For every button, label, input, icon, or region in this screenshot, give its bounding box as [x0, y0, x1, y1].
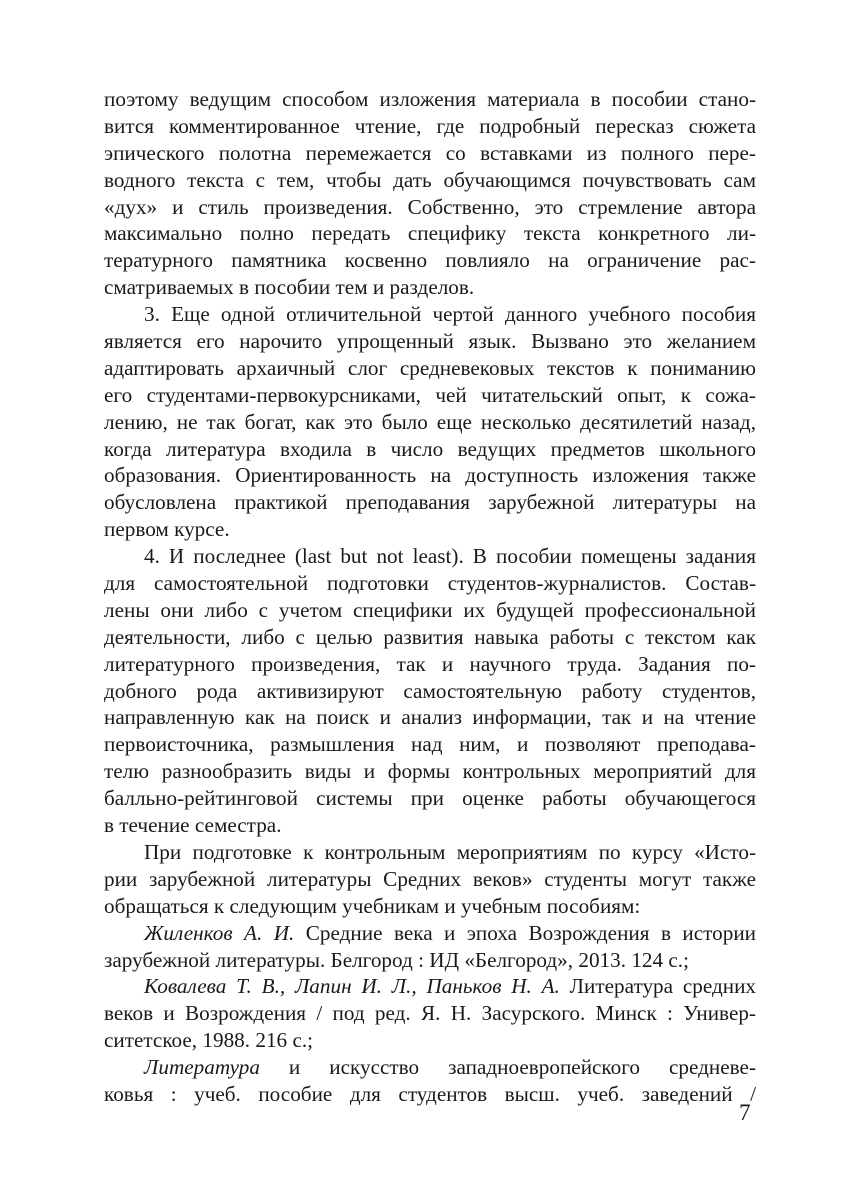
- paragraph: [104, 86, 756, 301]
- text-line: лению, не так богат, как это было еще несколько десятилетий назад,: [104, 409, 756, 434]
- body-text: [104, 86, 756, 1108]
- text-line: Ковалева Т. В., Лапин И. Л., Паньков Н. А. Литература средних: [144, 974, 756, 999]
- text-line: ситетское, 1988. 216 с.;: [104, 1028, 314, 1053]
- text-line: в течение семестра.: [104, 813, 282, 838]
- text-line: обусловлена практикой преподавания зарубежной литературы на: [104, 490, 756, 515]
- text-line: литературного произведения, так и научного труда. Задания по-: [104, 651, 756, 676]
- page-number: 7: [739, 1100, 751, 1125]
- text-line: Литература и искусство западноевропейского средневе-: [144, 1055, 756, 1080]
- text-line: рии зарубежной литературы Средних веков» студенты могут также: [104, 866, 756, 891]
- reference-author: Жиленков А. И.: [144, 920, 295, 945]
- reference-entry: [104, 920, 756, 974]
- text-line: сматриваемых в пособии тем и разделов.: [104, 275, 475, 300]
- paragraph: [104, 839, 756, 920]
- text-line: веков и Возрождения / под ред. Я. Н. Засурского. Минск : Универ-: [104, 1001, 756, 1026]
- text-line: поэтому ведущим способом изложения материала в пособии стано-: [104, 87, 756, 111]
- text-line: «дух» и стиль произведения. Собственно, это стремление автора: [104, 194, 756, 219]
- paragraph: [104, 301, 756, 543]
- text-line: телю разнообразить виды и формы контрольных мероприятий для: [104, 759, 756, 784]
- text-line: максимально полно передать специфику текста конкретного ли-: [104, 221, 756, 246]
- text-line: Жиленков А. И. Средние века и эпоха Возрождения в истории: [144, 920, 756, 945]
- text-line: первом курсе.: [104, 517, 230, 542]
- text-line: направленную как на поиск и анализ информации, так и на чтение: [104, 705, 756, 730]
- text-line: При подготовке к контрольным мероприятиям по курсу «Исто-: [144, 839, 756, 864]
- reference-author: Литература: [144, 1055, 260, 1080]
- paragraph: [104, 543, 756, 839]
- text-line: добного рода активизируют самостоятельную работу студентов,: [104, 678, 756, 703]
- text-line: его студентами-первокурсниками, чей читательский опыт, к сожа-: [104, 382, 756, 407]
- text-line: 4. И последнее (last but not least). В пособии помещены задания: [144, 544, 756, 569]
- text-line: деятельности, либо с целью развития навыка работы с текстом как: [104, 624, 756, 649]
- text-line: 3. Еще одной отличительной чертой данного учебного пособия: [144, 302, 756, 327]
- text-line: вится комментированное чтение, где подробный пересказ сюжета: [104, 113, 756, 138]
- text-line: тературного памятника косвенно повлияло на ограничение рас-: [104, 248, 756, 273]
- text-line: адаптировать архаичный слог средневековых текстов к пониманию: [104, 355, 756, 380]
- text-line: лены они либо с учетом специфики их будущей профессиональной: [104, 597, 756, 622]
- text-line: образования. Ориентированность на доступность изложения также: [104, 463, 756, 488]
- text-line: ковья : учеб. пособие для студентов высш. учеб. заведений /: [104, 1081, 756, 1106]
- reference-entry: [104, 973, 756, 1054]
- text-line: зарубежной литературы. Белгород : ИД «Белгород», 2013. 124 с.;: [104, 947, 689, 972]
- text-line: обращаться к следующим учебникам и учебным пособиям:: [104, 893, 641, 918]
- reference-author: Ковалева Т. В., Лапин И. Л., Паньков Н. А.: [144, 974, 560, 999]
- text-line: эпического полотна перемежается со вставками из полного пере-: [104, 140, 756, 165]
- text-line: первоисточника, размышления над ним, и позволяют преподава-: [104, 732, 756, 757]
- text-line: для самостоятельной подготовки студентов-журналистов. Состав-: [104, 571, 756, 596]
- text-line: балльно-рейтинговой системы при оценке работы обучающегося: [104, 786, 756, 811]
- text-line: является его нарочито упрощенный язык. Вызвано это желанием: [104, 329, 756, 354]
- text-line: когда литература входила в число ведущих предметов школьного: [104, 436, 756, 461]
- reference-entry: [104, 1054, 756, 1108]
- text-line: водного текста с тем, чтобы дать обучающимся почувствовать сам: [104, 167, 756, 192]
